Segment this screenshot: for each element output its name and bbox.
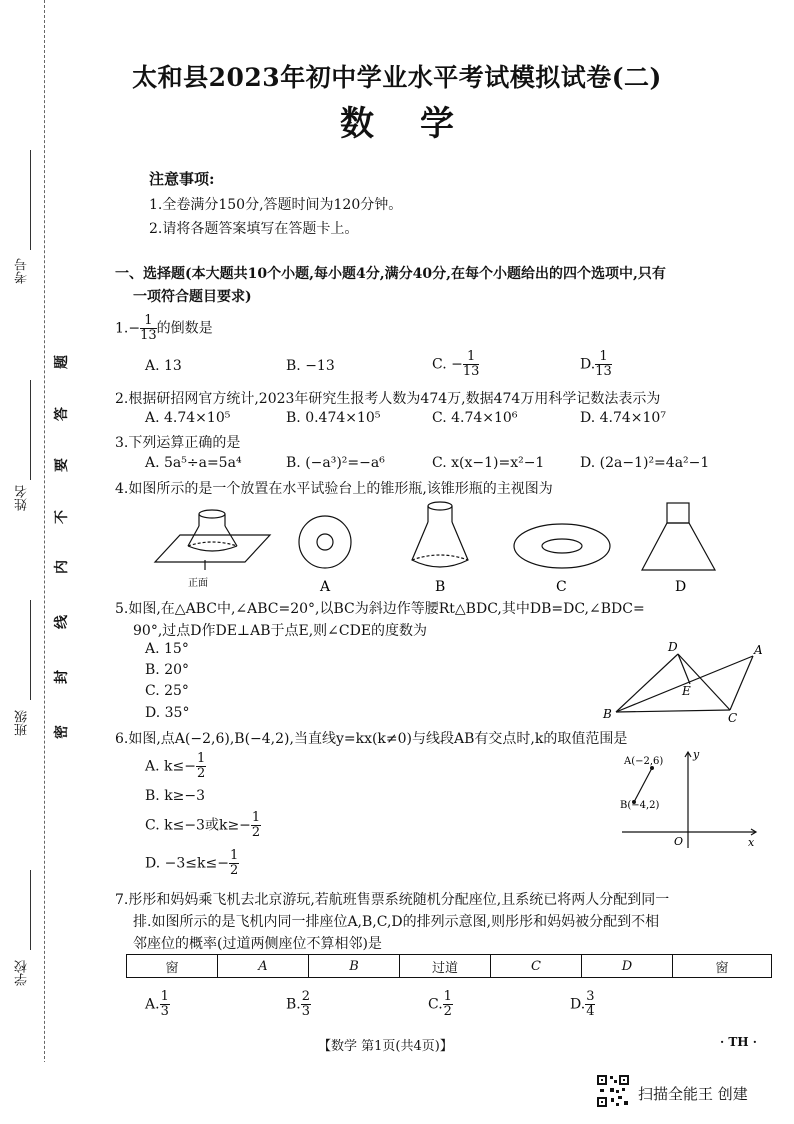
q1-option-c <box>432 350 479 379</box>
q1-option-d <box>580 350 612 379</box>
q6-c-pre: C. k≤−3或k≥− <box>145 817 251 834</box>
q4-front-label: 正面 <box>188 578 208 589</box>
q3-option-d: D. (2a−1)²=4a²−1 <box>580 455 710 471</box>
q1-c-pre: C. − <box>432 356 463 373</box>
q1-c-num: 1 <box>463 350 480 365</box>
notice-item-1: 1.全卷满分150分,答题时间为120分钟。 <box>149 197 403 213</box>
q7-b-frac <box>301 990 311 1019</box>
q7-b-den: 3 <box>301 1004 311 1019</box>
scanner-watermark: 扫描全能王 创建 <box>638 1085 748 1103</box>
q7-seat-table <box>126 954 772 978</box>
subject-title: 数学 <box>340 104 500 144</box>
q4-figures <box>150 500 730 595</box>
q3-option-a: A. 5a⁵÷a=5a⁴ <box>145 455 242 471</box>
q4-label-d: D <box>675 579 687 595</box>
seal-word-7: 答 <box>54 407 70 421</box>
banji-underline <box>30 600 31 700</box>
q6-option-b: B. k≥−3 <box>145 788 206 804</box>
qr-code-icon <box>596 1074 630 1108</box>
q7-c-frac <box>443 990 453 1019</box>
kaohao-underline <box>30 150 31 250</box>
q3-option-c: C. x(x−1)=x²−1 <box>432 455 545 471</box>
q6-d-den: 2 <box>229 863 239 878</box>
q6-a-frac <box>196 752 206 781</box>
seal-word-6: 要 <box>54 458 70 472</box>
q4-option-b-figure <box>412 502 468 567</box>
q1-frac-den: 13 <box>140 328 157 343</box>
binding-line <box>44 0 46 1124</box>
seat-window-right: 窗 <box>673 955 772 978</box>
q6-option-a <box>145 752 206 781</box>
q7-a-frac <box>160 990 170 1019</box>
q4-label-c: C <box>556 579 567 595</box>
question-1 <box>115 314 213 343</box>
section-heading-line1: 一、选择题(本大题共10个小题,每小题4分,满分40分,在每个小题给出的四个选项中,只有 <box>115 266 666 282</box>
q6-origin-label: O <box>674 835 684 848</box>
q2-option-b: B. 0.474×10⁵ <box>286 410 381 426</box>
q4-label-a: A <box>320 579 331 595</box>
q4-label-b: B <box>435 579 446 595</box>
q1-c-den: 13 <box>462 364 480 379</box>
q6-option-d <box>145 849 239 878</box>
q6-a-den: 2 <box>196 766 206 781</box>
q7-c-den: 2 <box>443 1004 452 1019</box>
seal-word-2: 封 <box>54 670 70 684</box>
q6-axis-x-label: x <box>748 836 755 849</box>
xuexiao-underline <box>30 870 31 950</box>
question-3: 3.下列运算正确的是 <box>115 435 241 451</box>
q5-option-a: A. 15° <box>145 641 189 657</box>
q1-prefix: 1.− <box>115 320 141 337</box>
question-7-line3: 邻座位的概率(过道两侧座位不算相邻)是 <box>133 936 382 952</box>
q5-label-a: A <box>754 643 763 657</box>
seat-aisle: 过道 <box>400 955 491 978</box>
q1-option-b: B. −13 <box>286 358 335 374</box>
page-footer: 【数学 第1页(共4页)】 <box>318 1039 453 1054</box>
q6-axis-y-label: y <box>693 748 700 761</box>
q1-c-frac <box>463 350 480 379</box>
question-7-line2: 排.如图所示的是飞机内同一排座位A,B,C,D的排列示意图,则彤彤和妈妈被分配到不相 <box>133 914 660 930</box>
paper-code: · TH · <box>720 1035 757 1049</box>
q6-d-pre: D. −3≤k≤− <box>145 855 229 872</box>
q4-option-c-figure <box>514 524 610 568</box>
q1-frac-num: 1 <box>140 314 157 329</box>
exam-title: 太和县2023年初中学业水平考试模拟试卷(二) <box>132 63 662 92</box>
seal-word-8: 题 <box>54 355 70 369</box>
q6-point-b-label: B(−4,2) <box>620 800 660 811</box>
question-5-line2: 90°,过点D作DE⊥AB于点E,则∠CDE的度数为 <box>133 623 428 639</box>
q7-d-frac <box>585 990 595 1019</box>
seat-window-left: 窗 <box>127 955 218 978</box>
q1-d-den: 13 <box>595 364 612 379</box>
q7-option-c <box>428 990 453 1019</box>
q7-b-num: 2 <box>301 989 311 1004</box>
q6-c-frac <box>251 811 261 840</box>
q5-option-b: B. 20° <box>145 662 190 678</box>
q5-label-d: D <box>668 640 678 654</box>
q2-option-d: D. 4.74×10⁷ <box>580 410 666 426</box>
q7-a-den: 3 <box>160 1004 169 1019</box>
xingming-underline <box>30 380 31 480</box>
q1-fraction <box>140 314 157 343</box>
notice-item-2: 2.请将各题答案填写在答题卡上。 <box>149 221 359 237</box>
q1-d-pre: D. <box>580 356 596 373</box>
seal-word-1: 密 <box>54 725 70 739</box>
q4-option-d-figure <box>642 503 715 570</box>
notice-heading: 注意事项: <box>149 170 215 188</box>
seat-a: A <box>218 955 309 978</box>
q7-c-pre: C. <box>428 996 443 1013</box>
q5-label-c: C <box>728 711 738 724</box>
q2-option-a: A. 4.74×10⁵ <box>145 410 231 426</box>
question-5-line1: 5.如图,在△ABC中,∠ABC=20°,以BC为斜边作等腰Rt△BDC,其中DB=DC,∠BDC= <box>115 601 645 617</box>
banji-label: 班级 <box>15 710 30 736</box>
q7-option-a <box>145 990 170 1019</box>
q6-d-frac <box>229 849 239 878</box>
q5-option-d: D. 35° <box>145 705 190 721</box>
q5-option-c: C. 25° <box>145 683 189 699</box>
seat-d: D <box>582 955 673 978</box>
q5-label-e: E <box>682 684 691 698</box>
q6-c-num: 1 <box>251 810 261 825</box>
q7-d-den: 4 <box>586 1004 595 1019</box>
q2-option-c: C. 4.74×10⁶ <box>432 410 518 426</box>
q6-coordinate-figure <box>612 748 762 850</box>
q4-option-a-figure <box>299 516 351 568</box>
question-2: 2.根据研招网官方统计,2023年研究生报考人数为474万,数据474万用科学记数法表示为 <box>115 391 661 407</box>
q7-b-pre: B. <box>286 996 301 1013</box>
question-7-line1: 7.彤彤和妈妈乘飞机去北京游玩,若航班售票系统随机分配座位,且系统已将两人分配到同一 <box>115 892 670 908</box>
q6-point-a-label: A(−2,6) <box>624 756 664 767</box>
seat-b: B <box>309 955 400 978</box>
q6-d-num: 1 <box>229 848 239 863</box>
q7-d-num: 3 <box>586 989 595 1004</box>
seal-word-3: 线 <box>54 615 70 629</box>
q1-suffix: 的倒数是 <box>156 320 213 337</box>
q6-option-c <box>145 811 261 840</box>
kaohao-label: 考号 <box>15 258 30 284</box>
q7-option-d <box>570 990 595 1019</box>
seal-word-4: 内 <box>54 560 70 574</box>
q7-c-num: 1 <box>443 989 452 1004</box>
q7-d-pre: D. <box>570 996 586 1013</box>
q7-a-pre: A. <box>145 996 160 1013</box>
q5-label-b: B <box>603 707 612 721</box>
seat-c: C <box>491 955 582 978</box>
q1-d-frac <box>595 350 612 379</box>
xuexiao-label: 学校 <box>15 960 30 986</box>
q3-option-b: B. (−a³)²=−a⁶ <box>286 455 385 471</box>
question-6: 6.如图,点A(−2,6),B(−4,2),当直线y=kx(k≠0)与线段AB有交点时,k的取值范围是 <box>115 731 628 747</box>
q6-a-pre: A. k≤− <box>145 758 196 775</box>
section-heading-line2: 一项符合题目要求) <box>133 289 252 305</box>
xingming-label: 姓名 <box>15 485 30 511</box>
q1-d-num: 1 <box>595 350 612 365</box>
q4-flask-on-table <box>155 510 270 570</box>
q6-a-num: 1 <box>196 751 206 766</box>
q7-option-b <box>286 990 311 1019</box>
q6-c-den: 2 <box>251 825 261 840</box>
q1-option-a: A. 13 <box>145 358 182 374</box>
q7-a-num: 1 <box>160 989 169 1004</box>
question-4: 4.如图所示的是一个放置在水平试验台上的锥形瓶,该锥形瓶的主视图为 <box>115 481 553 497</box>
section-heading <box>115 263 777 309</box>
seal-word-5: 不 <box>54 510 70 524</box>
q5-triangle-figure <box>598 638 773 724</box>
